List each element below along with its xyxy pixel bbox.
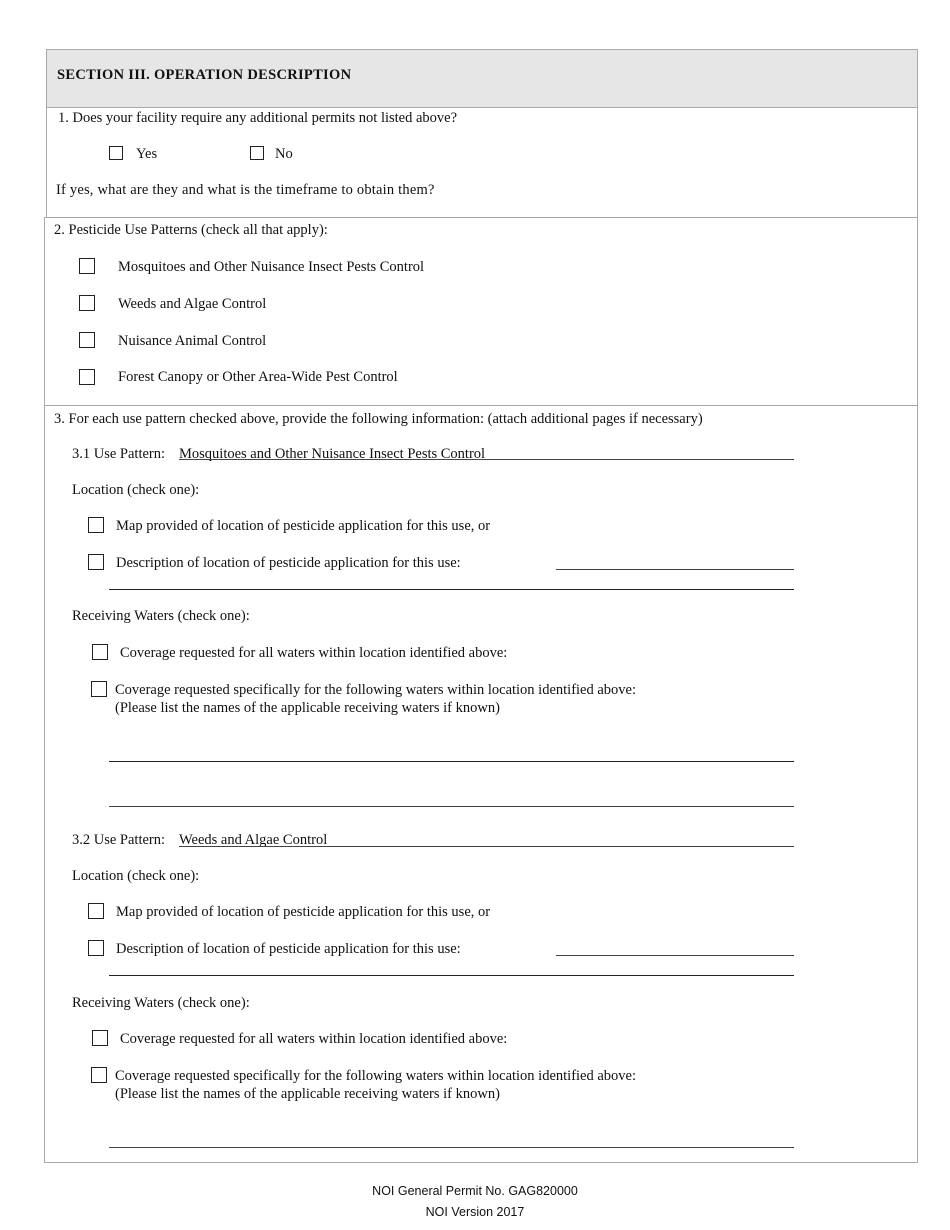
pattern-2-map-checkbox[interactable] <box>88 903 104 919</box>
pattern-2-desc-line-2[interactable] <box>109 975 794 976</box>
pattern-2-specific-waters-label: Coverage requested specifically for the following waters within location identified above: <box>115 1068 637 1084</box>
pattern-1-location-label: Location (check one): <box>72 482 200 498</box>
pattern-2-location-label: Location (check one): <box>72 868 200 884</box>
pattern-2-label: 3.2 Use Pattern: <box>72 832 166 848</box>
q1-yes-label: Yes <box>136 146 158 162</box>
pattern-1-value: Mosquitoes and Other Nuisance Insect Pests Control <box>179 446 486 462</box>
pattern-1-underline <box>179 459 794 460</box>
pattern-2-desc-input-line[interactable] <box>556 955 794 956</box>
q1-followup: If yes, what are they and what is the timeframe to obtain them? <box>56 182 435 198</box>
pattern-2-desc-label: Description of location of pesticide application for this use: <box>116 941 461 957</box>
pattern-1-waters-line-1[interactable] <box>109 761 794 762</box>
q2-option-mosquitoes-label: Mosquitoes and Other Nuisance Insect Pests Control <box>118 259 425 275</box>
footer-permit: NOI General Permit No. GAG820000 <box>372 1184 578 1198</box>
pattern-2-waters-label: Receiving Waters (check one): <box>72 995 250 1011</box>
q2-option-forest-label: Forest Canopy or Other Area-Wide Pest Control <box>118 369 398 385</box>
pattern-2-specific-waters-checkbox[interactable] <box>91 1067 107 1083</box>
section-header <box>46 49 918 108</box>
q3-question: 3. For each use pattern checked above, provide the following information: (attach additional pages if necessary) <box>54 411 703 427</box>
pattern-1-all-waters-label: Coverage requested for all waters within location identified above: <box>120 645 508 661</box>
pattern-1-map-checkbox[interactable] <box>88 517 104 533</box>
pattern-1-specific-note: (Please list the names of the applicable receiving waters if known) <box>115 700 500 716</box>
q2-option-weeds-label: Weeds and Algae Control <box>118 296 267 312</box>
q1-yes-checkbox[interactable] <box>109 146 123 160</box>
pattern-1-desc-label: Description of location of pesticide application for this use: <box>116 555 461 571</box>
q2-option-forest-checkbox[interactable] <box>79 369 95 385</box>
pattern-2-map-label: Map provided of location of pesticide application for this use, or <box>116 904 491 920</box>
footer-version: NOI Version 2017 <box>425 1205 525 1219</box>
section-title: SECTION III. OPERATION DESCRIPTION <box>57 67 352 83</box>
q2-option-mosquitoes-checkbox[interactable] <box>79 258 95 274</box>
pattern-1-map-label: Map provided of location of pesticide application for this use, or <box>116 518 491 534</box>
q1-question: 1. Does your facility require any additional permits not listed above? <box>58 110 458 126</box>
pattern-1-waters-line-2[interactable] <box>109 806 794 807</box>
pattern-2-all-waters-checkbox[interactable] <box>92 1030 108 1046</box>
q2-question: 2. Pesticide Use Patterns (check all that apply): <box>54 222 328 238</box>
q1-no-label: No <box>275 146 293 162</box>
pattern-2-value: Weeds and Algae Control <box>179 832 328 848</box>
pattern-2-all-waters-label: Coverage requested for all waters within location identified above: <box>120 1031 508 1047</box>
pattern-1-all-waters-checkbox[interactable] <box>92 644 108 660</box>
pattern-1-desc-checkbox[interactable] <box>88 554 104 570</box>
q2-option-animal-checkbox[interactable] <box>79 332 95 348</box>
pattern-1-waters-label: Receiving Waters (check one): <box>72 608 250 624</box>
q2-option-weeds-checkbox[interactable] <box>79 295 95 311</box>
pattern-2-specific-note: (Please list the names of the applicable receiving waters if known) <box>115 1086 500 1102</box>
pattern-2-desc-checkbox[interactable] <box>88 940 104 956</box>
pattern-2-underline <box>179 846 794 847</box>
q2-option-animal-label: Nuisance Animal Control <box>118 333 267 349</box>
pattern-2-waters-line-1[interactable] <box>109 1147 794 1148</box>
pattern-1-desc-line-2[interactable] <box>109 589 794 590</box>
pattern-1-desc-input-line[interactable] <box>556 569 794 570</box>
pattern-1-specific-waters-checkbox[interactable] <box>91 681 107 697</box>
pattern-1-label: 3.1 Use Pattern: <box>72 446 166 462</box>
q1-no-checkbox[interactable] <box>250 146 264 160</box>
pattern-1-specific-waters-label: Coverage requested specifically for the following waters within location identified above: <box>115 682 637 698</box>
